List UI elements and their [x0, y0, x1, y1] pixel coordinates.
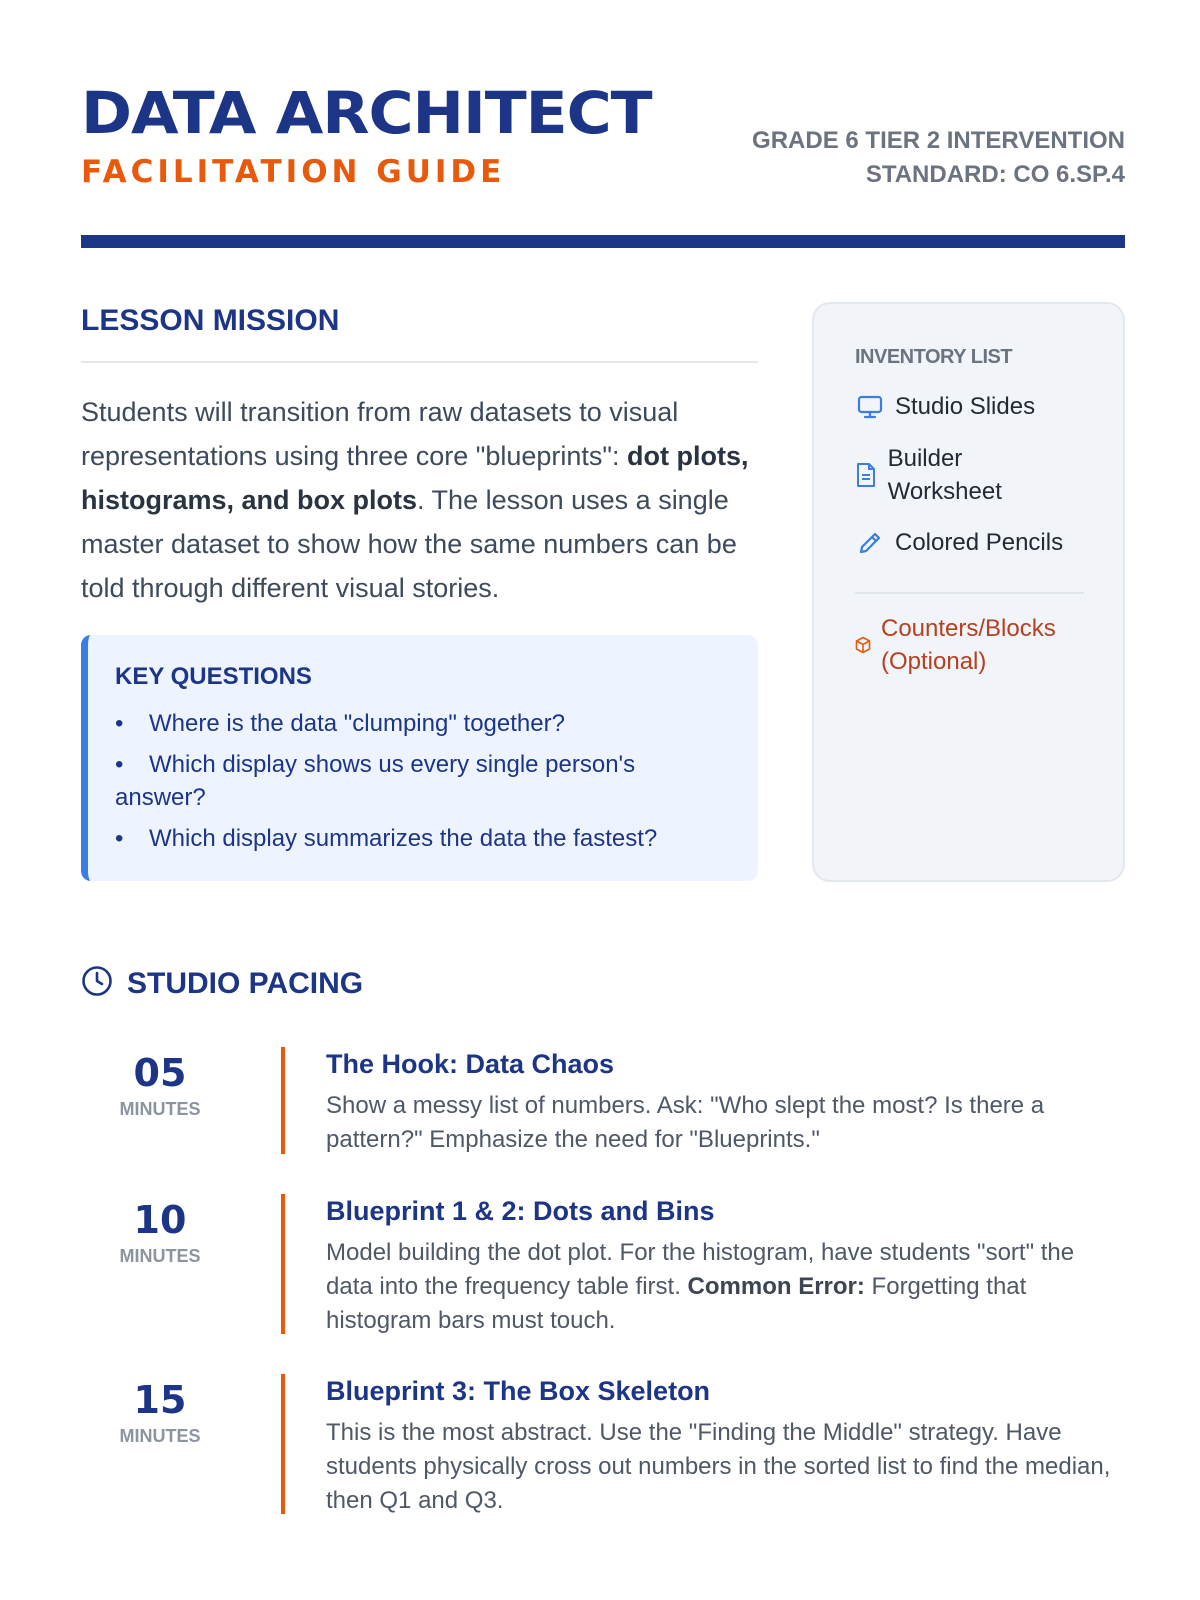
inventory-label: Studio Slides: [895, 393, 1036, 420]
mission-text-bold: dot plots, histograms, and box plots: [81, 441, 749, 515]
inventory-label: Builder Worksheet: [887, 445, 1002, 505]
inventory-label: Colored Pencils: [895, 529, 1064, 556]
inventory-item: [855, 390, 1035, 423]
bullet-icon: •: [115, 825, 124, 852]
step-desc-bold: Common Error:: [687, 1273, 865, 1300]
key-question-item: [115, 707, 732, 740]
header-meta: [752, 124, 1125, 192]
clock-icon: [81, 965, 113, 1002]
inventory-heading: INVENTORY LIST: [855, 346, 1013, 368]
mission-text-part: . The lesson uses a single master dataset to show how the same numbers can be told through different visual stories.: [81, 485, 737, 603]
key-question-text: Which display summarizes the data the fastest?: [149, 825, 658, 852]
bullet-icon: •: [115, 751, 124, 778]
grade-label: GRADE 6 TIER 2 INTERVENTION: [752, 127, 1125, 154]
step-title: Blueprint 3: The Box Skeleton: [326, 1376, 711, 1406]
bullet-icon: •: [115, 710, 124, 737]
mission-text: [81, 390, 758, 610]
key-question-text: Which display shows us every single person's answer?: [115, 751, 636, 811]
pencil-icon: [855, 530, 885, 556]
step-description: This is the most abstract. Use the "Finding the Middle" strategy. Have students physically cross out numbers in the sorted list to find the median, then Q1 and Q3.: [326, 1419, 1111, 1514]
inventory-item-optional: [855, 612, 1085, 678]
pacing-step: [81, 1047, 1125, 1157]
inventory-item: [855, 526, 1063, 559]
pacing-step: [81, 1194, 1125, 1336]
page-subtitle: FACILITATION GUIDE: [81, 154, 506, 190]
mission-text-part: Students will transition from raw datasets to visual representations using three core "blueprints":: [81, 397, 679, 471]
key-question-item: [115, 748, 732, 814]
step-unit: MINUTES: [119, 1426, 201, 1446]
step-description: Show a messy list of numbers. Ask: "Who slept the most? Is there a pattern?" Emphasize the need for "Blueprints.": [326, 1092, 1045, 1153]
key-question-text: Where is the data "clumping" together?: [149, 710, 565, 737]
step-desc-part: Forgetting that histogram bars must touch.: [326, 1273, 1027, 1334]
step-timeline-bar: [281, 1194, 285, 1334]
inventory-card: [812, 302, 1125, 882]
key-question-item: [115, 822, 732, 855]
step-timeline-bar: [281, 1374, 285, 1514]
mission-divider: [81, 361, 758, 363]
step-duration: [81, 1194, 239, 1267]
mission-heading: LESSON MISSION: [81, 304, 340, 337]
monitor-icon: [855, 395, 885, 419]
cube-icon: [855, 636, 871, 654]
step-title: Blueprint 1 & 2: Dots and Bins: [326, 1196, 715, 1226]
step-duration: [81, 1374, 239, 1447]
pacing-step: [81, 1374, 1125, 1516]
step-title: The Hook: Data Chaos: [326, 1049, 615, 1079]
step-duration: [81, 1047, 239, 1120]
header-rule: [81, 235, 1125, 248]
standard-label: STANDARD: CO 6.SP.4: [865, 161, 1125, 188]
inventory-divider: [855, 592, 1084, 594]
inventory-item: [855, 442, 1035, 508]
step-description: [326, 1236, 1116, 1338]
page-title: DATA ARCHITECT: [81, 79, 652, 147]
step-desc-part: Model building the dot plot. For the histogram, have students "sort" the data into the frequency table first.: [326, 1239, 1075, 1300]
header: [81, 80, 1125, 252]
inventory-label-optional: Counters/Blocks (Optional): [881, 615, 1056, 675]
step-minutes: 10: [133, 1198, 187, 1242]
step-minutes: 05: [133, 1051, 187, 1095]
key-questions-heading: KEY QUESTIONS: [115, 663, 312, 690]
pacing-heading: STUDIO PACING: [127, 966, 364, 1000]
step-unit: MINUTES: [119, 1099, 201, 1119]
document-icon: [855, 462, 878, 488]
key-questions-box: [81, 635, 758, 881]
step-timeline-bar: [281, 1047, 285, 1154]
pacing-header: [81, 965, 363, 1002]
step-minutes: 15: [133, 1378, 187, 1422]
step-unit: MINUTES: [119, 1246, 201, 1266]
